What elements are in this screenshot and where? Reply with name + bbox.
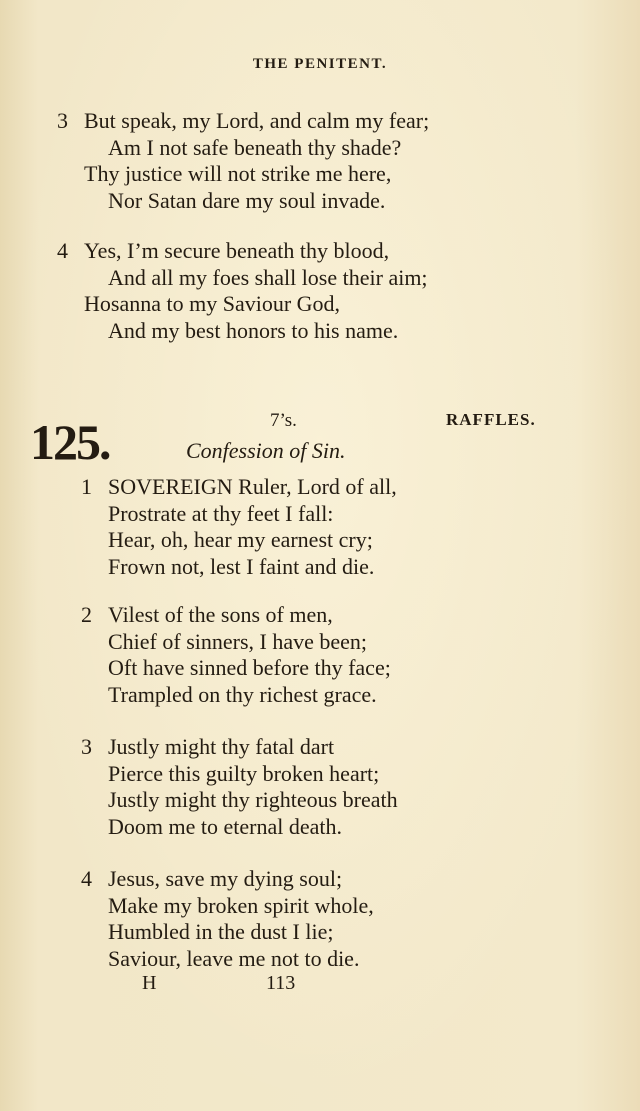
tune-name: RAFFLES. [446,410,536,429]
verse-text: But speak, my Lord, and calm my fear; [84,108,430,133]
hymn-stanza-3 [81,734,398,840]
stanza-line [57,238,428,265]
stanza-line: And my best honors to his name. [108,317,399,343]
stanza-line: Thy justice will not strike me here, [84,161,392,186]
prev-hymn-stanza-3 [57,108,430,214]
running-head: THE PENITENT. [252,56,388,72]
stanza-line: Nor Satan dare my soul invade. [108,187,386,213]
hymn-meter: 7’s. [270,410,297,431]
stanza-number: 1 [81,474,92,499]
stanza-number: 2 [81,602,92,627]
stanza-number: 3 [81,734,92,759]
stanza-line: Doom me to eternal death. [108,813,342,839]
stanza-line: Trampled on thy richest grace. [108,681,377,707]
stanza-line: Pierce this guilty broken heart; [108,760,380,786]
stanza-line: Am I not safe beneath thy shade? [108,134,402,160]
stanza-line [81,866,374,893]
verse-text: Justly might thy fatal dart [108,734,335,759]
stanza-line: Oft have sinned before thy face; [108,655,391,680]
signature-mark: H [142,972,157,994]
verse-text: Yes, I’m secure beneath thy blood, [84,238,390,263]
stanza-line: Hear, oh, hear my earnest cry; [108,527,373,552]
prev-hymn-stanza-4 [57,238,428,344]
verse-text: SOVEREIGN Ruler, Lord of all, [108,474,397,499]
stanza-number: 4 [81,866,92,891]
stanza-line [81,734,398,761]
stanza-line: Hosanna to my Saviour God, [84,291,341,316]
stanza-line [57,108,430,135]
page-number: 113 [266,972,296,994]
stanza-line: And all my foes shall lose their aim; [108,264,428,290]
stanza-line: Saviour, leave me not to die. [108,945,360,971]
stanza-line: Make my broken spirit whole, [108,892,374,918]
stanza-number: 4 [57,238,68,263]
verse-text: Jesus, save my dying soul; [108,866,343,891]
verse-text: Vilest of the sons of men, [108,602,333,627]
stanza-line: Justly might thy righteous breath [108,787,398,812]
hymn-stanza-4 [81,866,374,972]
stanza-number: 3 [57,108,68,133]
stanza-line: Frown not, lest I faint and die. [108,553,375,579]
hymn-stanza-1 [81,474,397,580]
hymn-stanza-2 [81,602,391,708]
stanza-line: Humbled in the dust I lie; [108,919,334,944]
stanza-line [81,602,391,629]
stanza-line: Prostrate at thy feet I fall: [108,500,334,526]
hymn-number: 125. [30,414,110,470]
stanza-line [81,474,397,501]
stanza-line: Chief of sinners, I have been; [108,628,368,654]
hymn-title: Confession of Sin. [186,438,346,463]
